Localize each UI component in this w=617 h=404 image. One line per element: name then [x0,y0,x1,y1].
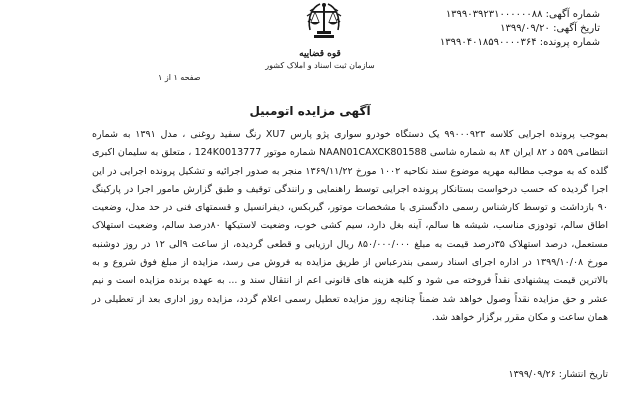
notice-date: تاریخ آگهی: ۱۳۹۹/۰۹/۲۰ [500,23,600,34]
organization-header [250,48,390,72]
judiciary-scales-emblem-icon [302,0,346,48]
file-number: شماره پرونده: ۱۳۹۹۰۴۰۱۸۵۹۰۰۰۰۳۶۴ [439,37,600,48]
page-number: صفحه ۱ از ۱ [158,73,201,82]
notice-number: شماره آگهی: ۱۳۹۹۰۳۹۲۳۱۰۰۰۰۰۰۸۸ [445,9,600,20]
org-unit: سازمان ثبت اسناد و املاک کشور [265,61,375,70]
publication-date: تاریخ انتشار: ۱۳۹۹/۰۹/۲۶ [508,369,608,380]
notice-body: بموجب پرونده اجرایی کلاسه ۹۹۰۰۰۹۲۳ یک دستگاه خودرو سواری پژو پارس XU7 رنگ سفید روغنی ، مدل ۱۳۹۱ به شماره انتظامی ۵۵۹ د ۸۲ ایران ۸۴ به شماره شاسی NAAN01CAXCK801588 شماره موتور 124K0013777 ، متعلق به سلیمان اکبری گلده که به موجب مطالبه مهریه موضوع سند نکاحیه ۱۰۰۲ مورخ ۱۳۶۹/۱۱/۲۲ منجر به صدور اجرائیه و تشکیل پرونده اجرایی در این اجرا گردیده که حسب درخواست بستانکار پرونده اجرایی توسط راهنمایی و رانندگی توقیف و طبق گزارش مامور اجرا در پارکینگ ۹۰ بازداشت و توسط کارشناس رسمی دادگستری با مشخصات موتور، گیربکس، دیفرانسیل و قسمتهای فنی در حد مدل، وضعیت اطاق سالم، تودوزی مناسب، شیشه ها سالم، آینه بغل دارد، سیم کشی خوب، وضعیت لاستیکها ۸۰درصد سالم، وضعیت استهلاک مستعمل، درصد استهلاک ۳۵درصد قیمت به مبلغ ۸۵۰/۰۰۰/۰۰۰ ریال ارزیابی و قطعی گردیده، از ساعت ۹الی ۱۲ در روز دوشنبه مورخ ۱۳۹۹/۱۰/۰۸ در اداره اجرای اسناد رسمی بندرعباس از طریق مزایده به فروش می رسد، مزایده از مبلغ فوق شروع و به بالاترین قیمت پیشنهادی نقداً فروخته می شود و کلیه هزینه های قانونی اعم از انتقال سند و ... به عهده برنده مزایده است و نیم عشر و حق مزایده نقداً وصول خواهد شد ضمناً چنانچه روز مزایده تعطیل رسمی اعلام گردد، مزایده روز اداری بعد از تعطیلی در همان ساعت و مکان مقرر برگزار خواهد شد. [92,129,608,323]
notice-title: آگهی مزایده اتومبیل [249,104,371,118]
notice-meta [350,8,600,50]
org-name: قوه قضاییه [299,49,341,59]
